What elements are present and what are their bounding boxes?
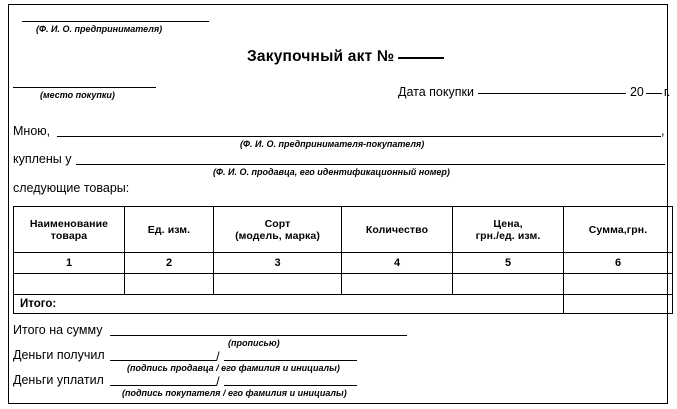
table-row <box>14 274 673 295</box>
following-goods-label: следующие товары: <box>13 181 130 195</box>
year-blank[interactable] <box>646 93 662 94</box>
money-received-label: Деньги получил <box>13 348 105 362</box>
goods-table <box>13 206 673 314</box>
table-header-name-line1: Наименование <box>29 217 109 230</box>
table-header-grade <box>214 207 342 253</box>
place-of-purchase-rule <box>13 87 156 88</box>
table-header-price <box>453 207 564 253</box>
page-title <box>247 48 444 66</box>
by-me-rule <box>57 136 661 137</box>
money-paid-caption: (подпись покупателя / его фамилия и инициалы) <box>122 388 347 398</box>
place-of-purchase-caption: (место покупки) <box>40 90 115 100</box>
entrepreneur-name-caption: (Ф. И. О. предпринимателя) <box>36 24 163 34</box>
table-total-value[interactable] <box>564 295 673 314</box>
table-header-price-line1: Цена, <box>493 217 523 230</box>
table-total-label: Итого: <box>14 295 564 314</box>
table-header-grade-line1: Сорт <box>264 217 291 230</box>
entrepreneur-name-rule <box>22 21 209 22</box>
money-paid-rule-right <box>224 385 357 386</box>
table-header-sum-line1: Сумма,грн. <box>588 223 648 236</box>
total-sum-caption: (прописью) <box>228 338 280 348</box>
by-me-caption: (Ф. И. О. предпринимателя-покупателя) <box>240 139 425 149</box>
table-cell-unit[interactable] <box>125 274 214 295</box>
year-suffix: г. <box>663 85 671 99</box>
money-paid-slash: / <box>216 374 220 389</box>
year-prefix: 20 <box>629 85 644 99</box>
by-me-comma: , <box>661 124 665 138</box>
table-cell-price[interactable] <box>453 274 564 295</box>
table-header-grade-line2: (модель, марка) <box>235 229 320 242</box>
table-cell-name[interactable] <box>14 274 125 295</box>
table-number-3: 3 <box>214 253 342 274</box>
table-header-unit-line1: Ед. изм. <box>147 223 191 236</box>
money-received-caption: (подпись продавца / его фамилия и инициалы) <box>127 363 340 373</box>
table-cell-sum[interactable] <box>564 274 673 295</box>
table-cell-quantity[interactable] <box>342 274 453 295</box>
table-cell-grade[interactable] <box>214 274 342 295</box>
bought-from-rule <box>76 164 665 165</box>
table-number-6: 6 <box>564 253 673 274</box>
table-total-row <box>14 295 673 314</box>
table-number-2: 2 <box>125 253 214 274</box>
bought-from-label: куплены у <box>13 152 72 166</box>
page-title-text: Закупочный акт № <box>247 48 395 65</box>
total-sum-rule <box>110 335 407 336</box>
table-number-1: 1 <box>14 253 125 274</box>
purchase-date-blank[interactable] <box>478 93 626 94</box>
table-number-row <box>14 253 673 274</box>
money-received-slash: / <box>216 349 220 364</box>
table-header-row <box>14 207 673 253</box>
bought-from-caption: (Ф. И. О. продавца, его идентификационный номер) <box>213 167 450 177</box>
total-sum-label: Итого на сумму <box>13 323 103 337</box>
money-paid-rule-left <box>110 385 216 386</box>
table-header-quantity-line1: Количество <box>365 223 429 236</box>
table-header-name-line2: товара <box>50 229 88 242</box>
by-me-label: Мною, <box>13 124 51 138</box>
table-header-unit <box>125 207 214 253</box>
purchase-date-label: Дата покупки <box>398 85 474 99</box>
money-received-rule-right <box>224 360 357 361</box>
money-received-rule-left <box>110 360 216 361</box>
table-header-sum <box>564 207 673 253</box>
table-header-quantity <box>342 207 453 253</box>
table-number-4: 4 <box>342 253 453 274</box>
money-paid-label: Деньги уплатил <box>13 373 104 387</box>
table-number-5: 5 <box>453 253 564 274</box>
purchase-date-line <box>398 85 670 99</box>
table-header-price-line2: грн./ед. изм. <box>475 229 541 242</box>
act-number-blank[interactable] <box>398 57 444 59</box>
table-header-name <box>14 207 125 253</box>
